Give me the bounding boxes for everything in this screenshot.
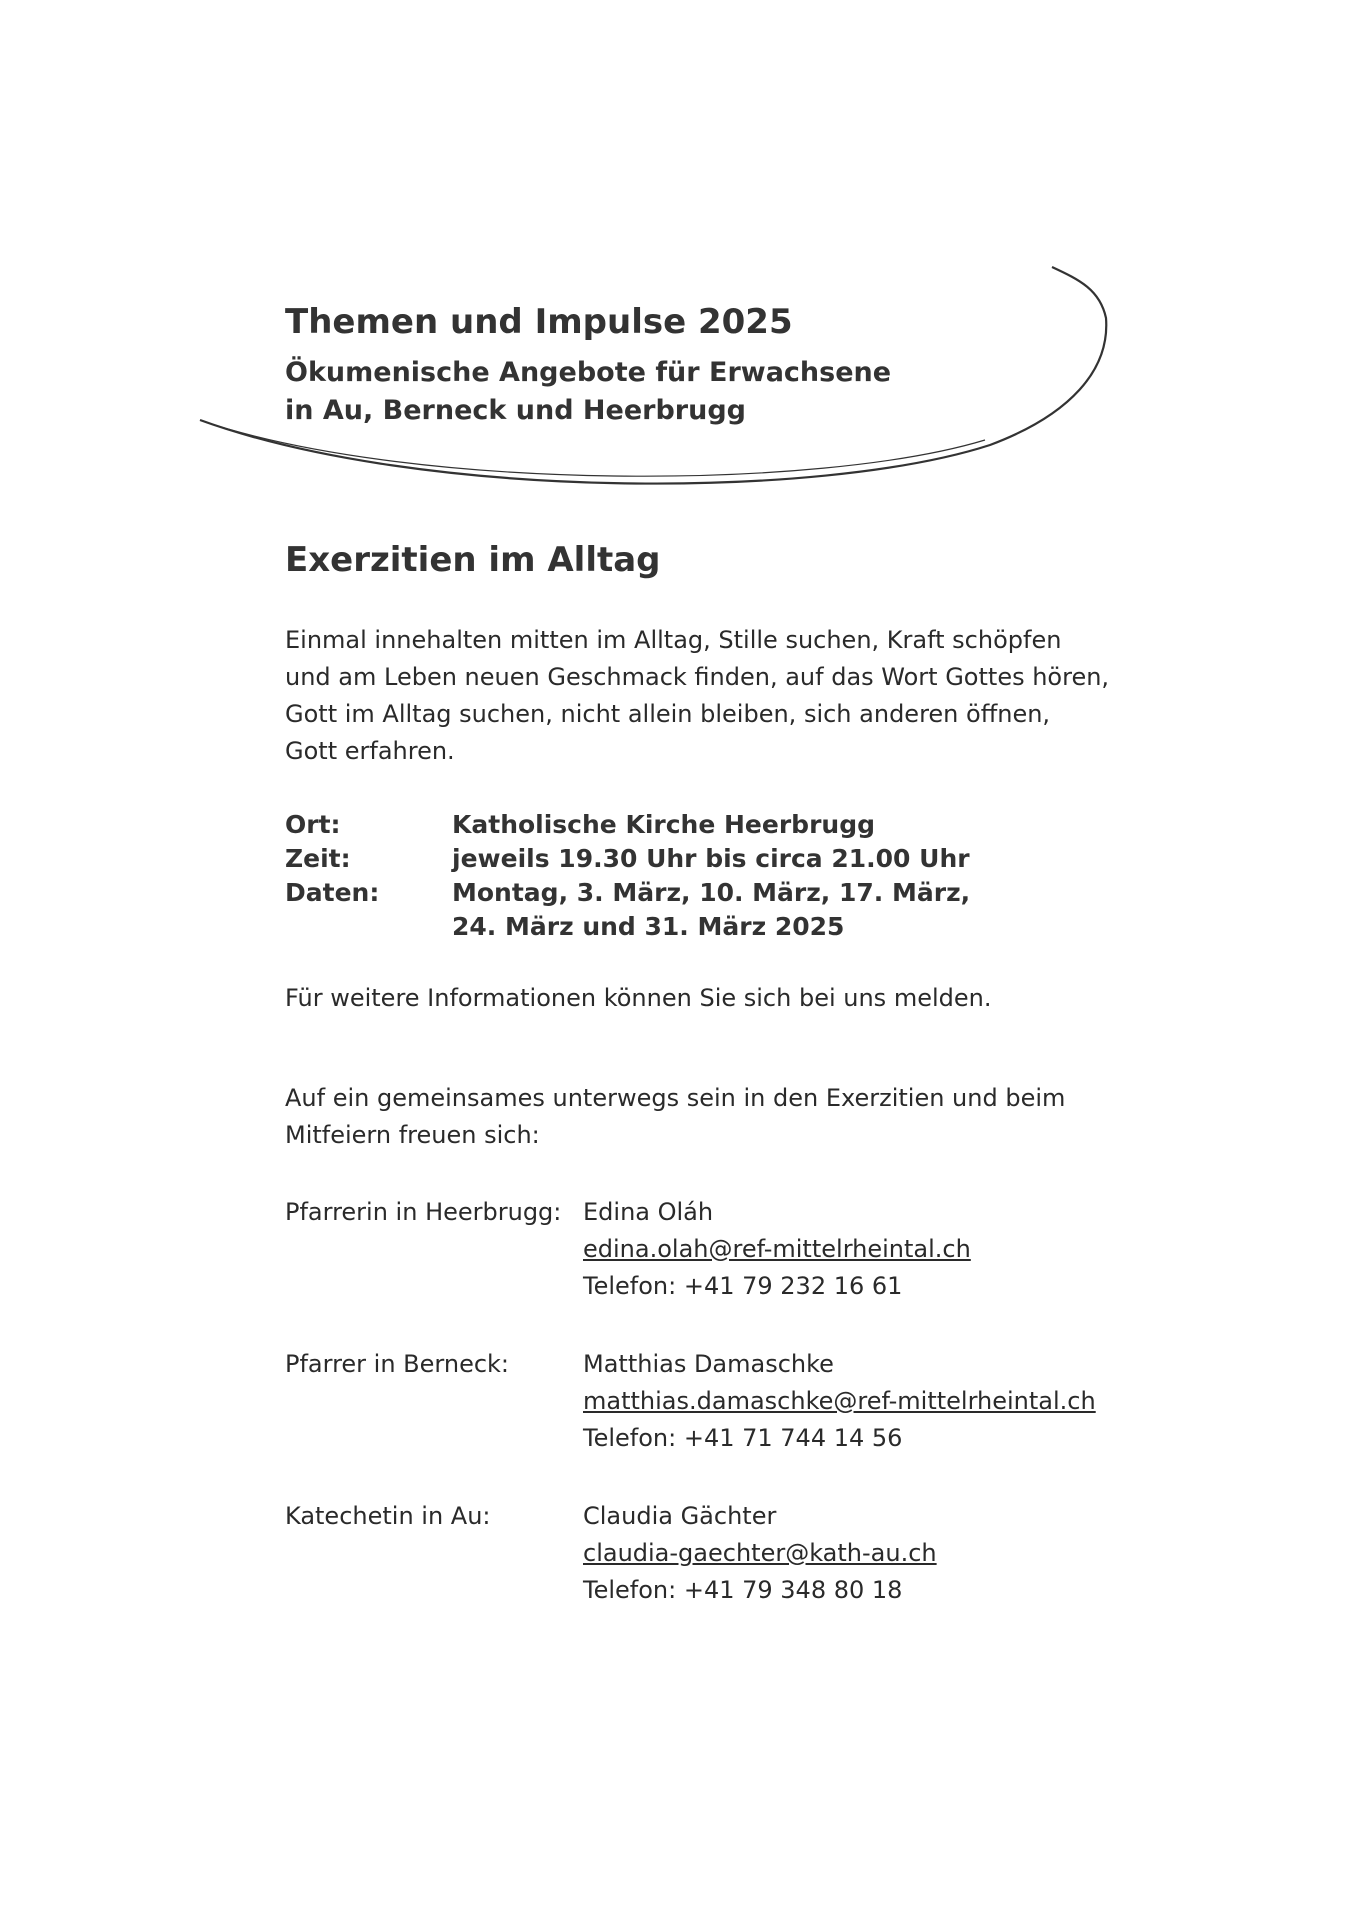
contact-phone: Telefon: +41 79 348 80 18 — [583, 1576, 903, 1604]
info-row-ort — [285, 808, 1285, 842]
contact-name: Matthias Damaschke — [583, 1350, 834, 1378]
intro-paragraph — [285, 622, 1285, 770]
contact-phone: Telefon: +41 71 744 14 56 — [583, 1424, 903, 1452]
contact-details — [583, 1346, 1285, 1457]
document-header — [285, 300, 891, 430]
contact-details — [583, 1498, 1285, 1609]
contact-entry — [285, 1346, 1285, 1457]
contact-role: Katechetin in Au: — [285, 1502, 491, 1530]
subtitle-line-1: Ökumenische Angebote für Erwachsene — [285, 357, 892, 388]
daten-value-line-2: 24. März und 31. März 2025 — [452, 912, 845, 941]
intro-line-1: Einmal innehalten mitten im Alltag, Stille suchen, Kraft schöpfen — [285, 626, 1062, 654]
contact-email-link[interactable]: edina.olah@ref-mittelrheintal.ch — [583, 1235, 971, 1263]
info-row-daten — [285, 876, 1285, 944]
contact-email-link[interactable]: matthias.damaschke@ref-mittelrheintal.ch — [583, 1387, 1096, 1415]
contact-role: Pfarrerin in Heerbrugg: — [285, 1198, 562, 1226]
contact-name: Claudia Gächter — [583, 1502, 777, 1530]
header-swoosh-decoration — [0, 0, 1358, 520]
intro-line-4: Gott erfahren. — [285, 737, 455, 765]
contact-list — [285, 1194, 1285, 1609]
document-subtitle — [285, 354, 891, 430]
ort-label: Ort: — [285, 810, 341, 839]
intro-line-2: und am Leben neuen Geschmack finden, auf das Wort Gottes hören, — [285, 663, 1110, 691]
event-info-table — [285, 808, 1285, 944]
daten-value-line-1: Montag, 3. März, 10. März, 17. März, — [452, 878, 971, 907]
contact-email-link[interactable]: claudia-gaechter@kath-au.ch — [583, 1539, 937, 1567]
zeit-label: Zeit: — [285, 844, 351, 873]
daten-label: Daten: — [285, 878, 380, 907]
main-content — [285, 538, 1285, 1650]
contact-entry — [285, 1498, 1285, 1609]
closing-line-2: Mitfeiern freuen sich: — [285, 1121, 540, 1149]
closing-line-1: Auf ein gemeinsames unterwegs sein in den Exerzitien und beim — [285, 1084, 1066, 1112]
daten-value — [452, 876, 1285, 944]
zeit-value: jeweils 19.30 Uhr bis circa 21.00 Uhr — [452, 844, 970, 873]
contact-entry — [285, 1194, 1285, 1305]
subtitle-line-2: in Au, Berneck und Heerbrugg — [285, 395, 746, 426]
ort-value: Katholische Kirche Heerbrugg — [452, 810, 875, 839]
contact-details — [583, 1194, 1285, 1305]
contact-phone: Telefon: +41 79 232 16 61 — [583, 1272, 903, 1300]
contact-name: Edina Oláh — [583, 1198, 714, 1226]
closing-paragraph — [285, 1080, 1285, 1154]
intro-line-3: Gott im Alltag suchen, nicht allein bleiben, sich anderen öffnen, — [285, 700, 1051, 728]
section-title: Exerzitien im Alltag — [285, 540, 661, 580]
contact-role: Pfarrer in Berneck: — [285, 1350, 510, 1378]
document-title: Themen und Impulse 2025 — [285, 302, 793, 342]
info-note: Für weitere Informationen können Sie sich bei uns melden. — [285, 984, 992, 1012]
info-row-zeit — [285, 842, 1285, 876]
